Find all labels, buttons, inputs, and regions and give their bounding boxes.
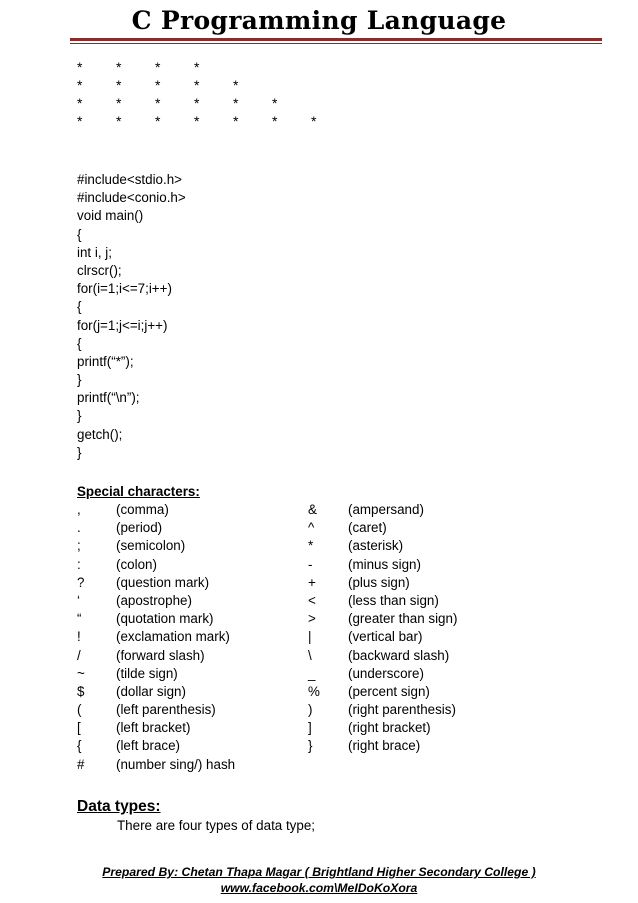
character-symbol: . bbox=[77, 520, 81, 536]
character-symbol: ! bbox=[77, 629, 81, 645]
character-name: (ampersand) bbox=[348, 502, 424, 517]
character-symbol: ; bbox=[77, 538, 81, 554]
code-line: #include<conio.h> bbox=[77, 190, 186, 206]
special-character-row bbox=[77, 610, 597, 628]
code-line: for(j=1;j<=i;j++) bbox=[77, 317, 168, 333]
character-symbol: “ bbox=[77, 611, 82, 627]
character-name: (right brace) bbox=[348, 738, 421, 754]
special-characters-heading: Special characters: bbox=[77, 484, 200, 499]
character-symbol: \ bbox=[308, 647, 312, 663]
star: * bbox=[116, 95, 122, 111]
star: * bbox=[233, 77, 239, 93]
special-character-row bbox=[77, 592, 597, 610]
special-character-row bbox=[77, 737, 597, 755]
data-types-text: There are four types of data type; bbox=[117, 818, 315, 833]
character-name: (vertical bar) bbox=[348, 629, 423, 645]
character-symbol: & bbox=[308, 502, 317, 517]
star: * bbox=[77, 113, 83, 129]
footer-link[interactable]: www.facebook.com\MeIDoKoXora bbox=[220, 881, 418, 895]
character-name: (left parenthesis) bbox=[116, 702, 216, 718]
special-character-row bbox=[77, 647, 597, 665]
code-line: getch(); bbox=[77, 426, 123, 442]
special-character-row bbox=[77, 519, 597, 537]
character-name: (minus sign) bbox=[348, 556, 421, 572]
character-name: (caret) bbox=[348, 520, 387, 536]
star: * bbox=[155, 59, 161, 75]
character-name: (backward slash) bbox=[348, 647, 450, 663]
character-symbol: # bbox=[77, 756, 85, 772]
star: * bbox=[77, 59, 83, 75]
character-name: (number sing/) hash bbox=[116, 756, 236, 772]
character-symbol: _ bbox=[308, 665, 316, 681]
code-line: { bbox=[77, 335, 82, 351]
code-line: for(i=1;i<=7;i++) bbox=[77, 281, 172, 297]
character-symbol: < bbox=[308, 592, 316, 608]
code-line: #include<stdio.h> bbox=[77, 172, 182, 187]
star: * bbox=[233, 113, 239, 129]
character-symbol: : bbox=[77, 556, 81, 572]
character-symbol: } bbox=[308, 738, 313, 754]
special-character-row bbox=[77, 628, 597, 646]
special-character-row bbox=[77, 756, 597, 774]
star: * bbox=[194, 113, 200, 129]
title-rule-thick bbox=[70, 38, 602, 41]
character-symbol: - bbox=[308, 556, 313, 572]
character-symbol: % bbox=[308, 683, 320, 699]
star: * bbox=[116, 59, 122, 75]
star: * bbox=[116, 113, 122, 129]
star: * bbox=[194, 95, 200, 111]
star-row bbox=[77, 112, 377, 130]
star-pattern bbox=[77, 58, 377, 130]
code-line: void main() bbox=[77, 208, 144, 224]
character-name: (greater than sign) bbox=[348, 611, 458, 627]
special-character-row bbox=[77, 501, 597, 519]
special-character-row bbox=[77, 537, 597, 555]
character-symbol: ? bbox=[77, 574, 85, 590]
special-character-row bbox=[77, 556, 597, 574]
character-name: (semicolon) bbox=[116, 538, 186, 554]
star: * bbox=[155, 95, 161, 111]
character-symbol: ) bbox=[308, 702, 313, 718]
star: * bbox=[233, 95, 239, 111]
character-name: (asterisk) bbox=[348, 538, 404, 554]
character-symbol: [ bbox=[77, 720, 81, 736]
character-name: (forward slash) bbox=[116, 647, 205, 663]
character-name: (plus sign) bbox=[348, 574, 410, 590]
star-row bbox=[77, 76, 377, 94]
character-symbol: | bbox=[308, 629, 312, 645]
footer-credit: Prepared By: Chetan Thapa Magar ( Brightland Higher Secondary College ) bbox=[102, 865, 536, 879]
character-name: (exclamation mark) bbox=[116, 629, 230, 645]
code-line: } bbox=[77, 408, 82, 424]
star: * bbox=[155, 113, 161, 129]
code-line: { bbox=[77, 226, 82, 242]
character-name: (less than sign) bbox=[348, 592, 439, 608]
code-line: clrscr(); bbox=[77, 262, 122, 278]
character-symbol: $ bbox=[77, 683, 85, 699]
star: * bbox=[272, 113, 278, 129]
character-name: (colon) bbox=[116, 556, 157, 572]
star: * bbox=[155, 77, 161, 93]
data-types-heading: Data types: bbox=[77, 798, 161, 815]
page-title: C Programming Language bbox=[131, 6, 507, 35]
character-symbol: ‘ bbox=[77, 592, 80, 608]
star: * bbox=[194, 59, 200, 75]
character-name: (question mark) bbox=[116, 574, 210, 590]
character-symbol: ~ bbox=[77, 665, 85, 681]
code-line: int i, j; bbox=[77, 244, 112, 260]
character-name: (right parenthesis) bbox=[348, 702, 456, 718]
character-symbol: , bbox=[77, 502, 81, 517]
character-symbol: ^ bbox=[308, 520, 315, 536]
star: * bbox=[194, 77, 200, 93]
code-line: printf(“*”); bbox=[77, 353, 134, 369]
character-symbol: / bbox=[77, 647, 81, 663]
special-character-row bbox=[77, 574, 597, 592]
character-symbol: > bbox=[308, 611, 316, 627]
character-symbol: ( bbox=[77, 702, 82, 718]
star: * bbox=[272, 95, 278, 111]
star-row bbox=[77, 58, 377, 76]
star: * bbox=[311, 113, 317, 129]
character-name: (percent sign) bbox=[348, 683, 430, 699]
code-block bbox=[77, 171, 186, 462]
special-character-row bbox=[77, 701, 597, 719]
character-name: (underscore) bbox=[348, 665, 424, 681]
character-name: (comma) bbox=[116, 502, 169, 517]
special-character-row bbox=[77, 665, 597, 683]
character-name: (period) bbox=[116, 520, 163, 536]
star: * bbox=[116, 77, 122, 93]
character-name: (right bracket) bbox=[348, 720, 431, 736]
star: * bbox=[77, 77, 83, 93]
character-symbol: ] bbox=[308, 720, 312, 736]
star-row bbox=[77, 94, 377, 112]
character-name: (left bracket) bbox=[116, 720, 191, 736]
code-line: { bbox=[77, 299, 82, 315]
character-name: (dollar sign) bbox=[116, 683, 186, 699]
code-line: } bbox=[77, 372, 82, 388]
special-character-row bbox=[77, 683, 597, 701]
star: * bbox=[77, 95, 83, 111]
character-symbol: * bbox=[308, 538, 314, 554]
character-symbol: + bbox=[308, 574, 316, 590]
special-characters-list bbox=[77, 501, 597, 774]
character-name: (quotation mark) bbox=[116, 611, 214, 627]
character-symbol: { bbox=[77, 738, 82, 754]
character-name: (left brace) bbox=[116, 738, 180, 754]
code-line: } bbox=[77, 444, 82, 460]
character-name: (tilde sign) bbox=[116, 665, 178, 681]
code-line: printf(“\n”); bbox=[77, 390, 140, 406]
special-character-row bbox=[77, 719, 597, 737]
title-rule-thin bbox=[70, 43, 602, 44]
character-name: (apostrophe) bbox=[116, 592, 192, 608]
